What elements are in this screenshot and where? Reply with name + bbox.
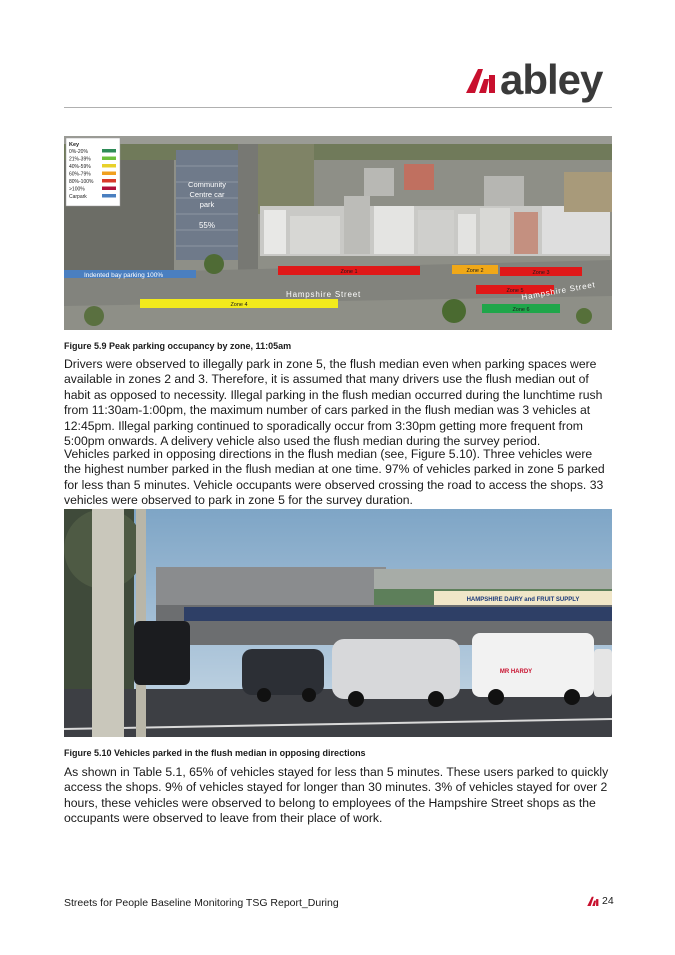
abley-logo: [466, 56, 603, 103]
figure-5-9-caption: Figure 5.9 Peak parking occupancy by zone, 11:05am: [64, 341, 292, 351]
figure-5-9-aerial-map: [64, 136, 612, 330]
map-key-swatch: [102, 164, 116, 168]
car-white-ute: [472, 633, 594, 697]
map-key-item-label: 0%-20%: [69, 149, 88, 155]
abley-footer-mark-icon: [587, 896, 599, 906]
map-key-item-label: 60%-79%: [69, 171, 91, 178]
carpark-occupancy: 55%: [198, 221, 216, 230]
map-key-swatch: [102, 179, 116, 183]
logo-wordmark: abley: [500, 56, 603, 103]
car-silver-sedan: [332, 639, 460, 699]
header-divider: [64, 107, 612, 108]
paragraph-2: Vehicles parked in opposing directions in the flush median (see, Figure 5.10). Three vehicles were the highest number parked in the flush median at one time. 97% of vehicles parked in zone 5 parked for less than 5 minutes. Vehicle occupants were observed crossing the road to access the shops. 33 vehicles were observed to park in zone 5 for the survey duration.: [64, 447, 605, 508]
map-key-item-label: 80%-100%: [69, 179, 94, 185]
footer-page-number-area: [587, 895, 614, 907]
street-name-label-2: Hampshire Street: [520, 280, 597, 302]
map-key-item-label: Carpark: [69, 194, 87, 200]
paragraph-1: Drivers were observed to illegally park in zone 5, the flush median even when parking spaces were available in zones 2 and 3. Therefore, it is assumed that many drivers use the flush median out of habit as opposed to necessity. Illegal parking in the flush median occurred during the lunchtime rush from 11:30am-1:00pm, the maximum number of cars parked in the flush median was 3 vehicles at 12:45pm. Illegal parking continued to sporadically occur from 3:30pm getting more frequent from 5:00pm onwards. A delivery vehicle also used the flush median during the survey period.: [64, 357, 603, 449]
zone-5-label: Zone 5: [506, 288, 524, 294]
map-key-item-label: 21%-39%: [69, 156, 91, 163]
map-key-item-label: >100%: [69, 186, 85, 193]
map-key-swatch: [102, 172, 116, 176]
map-key-swatch: [102, 187, 116, 191]
street-name-label: Hampshire Street: [286, 290, 362, 299]
zone-6-label: Zone 6: [512, 307, 530, 313]
zone-2-label: Zone 2: [466, 268, 484, 274]
carpark-label-line3: park: [199, 200, 215, 209]
map-key-swatch: [102, 149, 116, 153]
map-key-swatch: [102, 157, 116, 161]
paragraph-3: As shown in Table 5.1, 65% of vehicles stayed for less than 5 minutes. These users parked to quickly access the shops. 9% of vehicles stayed for longer than 30 minutes. 3% of vehicles stayed for over 2 hours, these vehicles were observed to belong to employees of the Hampshire Street shops as the occupants were observed to leave from their place of work.: [64, 765, 609, 826]
page-number: 24: [602, 895, 614, 907]
figure-5-10-caption: Figure 5.10 Vehicles parked in the flush median in opposing directions: [64, 748, 366, 758]
map-key-item-label: 40%-59%: [69, 164, 91, 170]
map-key-title: Key: [69, 142, 80, 148]
carpark-label-line2: Centre car: [189, 190, 225, 199]
figure-5-10-street-photo: [64, 509, 612, 737]
map-key: [66, 138, 120, 206]
zone-1-label: Zone 1: [340, 269, 358, 275]
ute-signage-text: MR HARDY: [499, 669, 533, 675]
car-dark-suv: [134, 621, 190, 685]
zone-3-label: Zone 3: [532, 270, 550, 276]
carpark-label-line1: Community: [188, 180, 226, 189]
indented-bay-label: Indented bay parking 100%: [84, 272, 164, 279]
abley-logo-mark-icon: [466, 67, 496, 93]
footer-report-title: Streets for People Baseline Monitoring TSG Report_During: [64, 897, 339, 909]
car-dark-sedan: [242, 649, 324, 695]
map-key-swatch: [102, 194, 116, 198]
zone-4-label: Zone 4: [230, 302, 248, 308]
shop-sign-text: HAMPSHIRE DAIRY and FRUIT SUPPLY: [466, 597, 580, 603]
